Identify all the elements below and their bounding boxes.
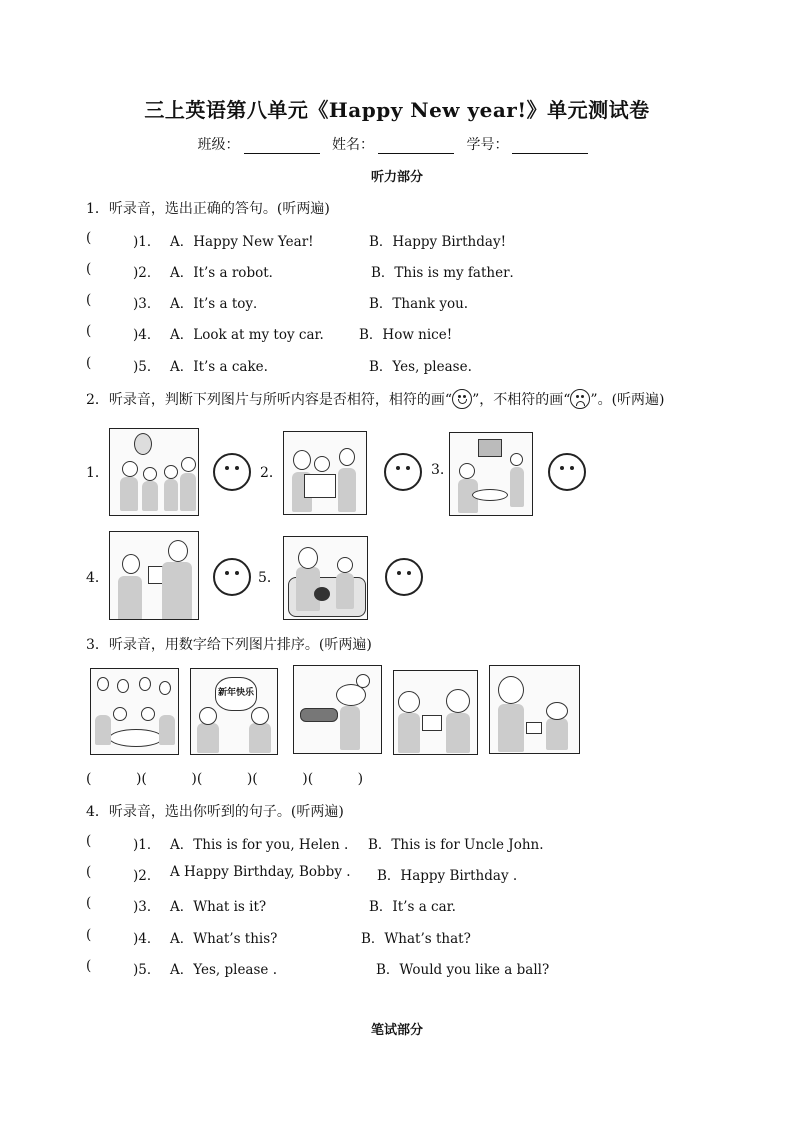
q4-prompt: 4．听录音，选出你听到的句子。(听两遍) (86, 804, 344, 820)
q2-label-5: 5． (258, 570, 281, 586)
q1-paren[interactable]: ( (86, 292, 92, 308)
q1-num: )1． (133, 234, 161, 250)
student-id-blank[interactable] (512, 141, 588, 154)
q4-option-b[interactable]: B．This is for Uncle John. (368, 837, 544, 853)
q1-option-b[interactable]: B．How nice! (359, 327, 453, 343)
student-id-label: 学号： (466, 137, 509, 153)
q1-paren[interactable]: ( (86, 230, 92, 246)
q4-num: )3． (133, 899, 161, 915)
q1-num: )2． (133, 265, 161, 281)
q4-option-b[interactable]: B．What’s that? (361, 931, 471, 947)
q1-option-a[interactable]: A．It’s a robot． (170, 265, 283, 281)
q4-item (0, 833, 794, 853)
q4-paren[interactable]: ( (86, 833, 92, 849)
q2-picture-2 (283, 431, 367, 515)
smiley-face-icon (452, 389, 472, 409)
q4-paren[interactable]: ( (86, 895, 92, 911)
q4-paren[interactable]: ( (86, 864, 92, 880)
q4-option-a[interactable]: A．What’s this? (170, 931, 278, 947)
q3-picture-3 (293, 665, 382, 754)
q4-paren[interactable]: ( (86, 958, 92, 974)
q4-paren[interactable]: ( (86, 927, 92, 943)
q2-picture-1 (109, 428, 199, 516)
q4-num: )4． (133, 931, 161, 947)
page-title: 三上英语第八单元《Happy New year!》单元测试卷 (144, 98, 650, 122)
q4-option-b[interactable]: B．It’s a car. (369, 899, 456, 915)
q4-num: )1． (133, 837, 161, 853)
q4-option-a[interactable]: A．Yes, please . (170, 962, 277, 978)
q2-answer-face-4[interactable] (213, 558, 251, 596)
q2-answer-face-2[interactable] (384, 453, 422, 491)
q1-paren[interactable]: ( (86, 355, 92, 371)
q3-picture-1 (90, 668, 179, 755)
q3-prompt: 3．听录音，用数字给下列图片排序。(听两遍) (86, 637, 372, 653)
q3-lantern-text: 新年快乐 (215, 677, 257, 711)
q1-num: )5． (133, 359, 161, 375)
q1-paren[interactable]: ( (86, 323, 92, 339)
q2-prompt-part1: 2．听录音，判断下列图片与所听内容是否相符，相符的画“ (86, 392, 453, 408)
q3-picture-4 (393, 670, 478, 755)
written-section-header: 笔试部分 (370, 1023, 423, 1038)
q4-option-a[interactable]: A Happy Birthday, Bobby . (170, 864, 351, 880)
q1-prompt: 1．听录音，选出正确的答句。(听两遍) (86, 201, 330, 217)
q4-option-a[interactable]: A．What is it? (170, 899, 267, 915)
name-blank[interactable] (378, 141, 454, 154)
q2-label-4: 4． (86, 570, 109, 586)
q4-option-a[interactable]: A．This is for you, Helen . (170, 837, 349, 853)
q2-picture-5 (283, 536, 368, 620)
q4-num: )5． (133, 962, 161, 978)
q2-answer-face-3[interactable] (548, 453, 586, 491)
q1-option-b[interactable]: B．Thank you. (369, 296, 469, 312)
q3-picture-2 (190, 668, 278, 755)
q1-paren[interactable]: ( (86, 261, 92, 277)
q1-num: )4． (133, 327, 161, 343)
q1-option-a[interactable]: A．Look at my toy car. (170, 327, 324, 343)
q2-prompt-part2: ”，不相符的画“ (472, 392, 571, 408)
q1-option-a[interactable]: A．Happy New Year! (170, 234, 314, 250)
q2-label-3: 3. (431, 462, 445, 478)
q1-item (0, 355, 794, 375)
q2-picture-4 (109, 531, 199, 620)
q4-item (0, 927, 794, 947)
q1-option-a[interactable]: A．It’s a toy． (170, 296, 267, 312)
q1-option-a[interactable]: A．It’s a cake. (170, 359, 268, 375)
q3-picture-5 (489, 665, 580, 754)
sad-face-icon (570, 389, 590, 409)
q1-item (0, 323, 794, 343)
q4-item (0, 864, 794, 884)
q1-option-b[interactable]: B．This is my father． (371, 265, 524, 281)
q1-num: )3． (133, 296, 161, 312)
class-label: 班级： (197, 137, 240, 153)
q1-option-b[interactable]: B．Happy Birthday! (369, 234, 506, 250)
q1-item (0, 292, 794, 312)
q4-item (0, 958, 794, 978)
q2-prompt (86, 389, 665, 409)
q1-item (0, 230, 794, 250)
student-info-line (0, 134, 794, 154)
q4-num: )2． (133, 868, 161, 884)
q1-option-b[interactable]: B．Yes, please. (369, 359, 472, 375)
q2-label-1: 1． (86, 465, 109, 481)
q4-option-b[interactable]: B．Happy Birthday . (377, 868, 518, 884)
name-label: 姓名： (332, 137, 374, 153)
q4-option-b[interactable]: B．Would you like a ball? (376, 962, 550, 978)
q1-item (0, 261, 794, 281)
q2-answer-face-5[interactable] (385, 558, 423, 596)
class-blank[interactable] (244, 141, 320, 154)
listening-section-header: 听力部分 (370, 170, 423, 185)
q2-prompt-part3: ”。(听两遍) (590, 392, 665, 408)
q4-item (0, 895, 794, 915)
q3-answer-row[interactable]: ( )( )( )( )( ) (86, 771, 364, 787)
q2-picture-3 (449, 432, 533, 516)
q2-label-2: 2． (260, 465, 283, 481)
q2-answer-face-1[interactable] (213, 453, 251, 491)
